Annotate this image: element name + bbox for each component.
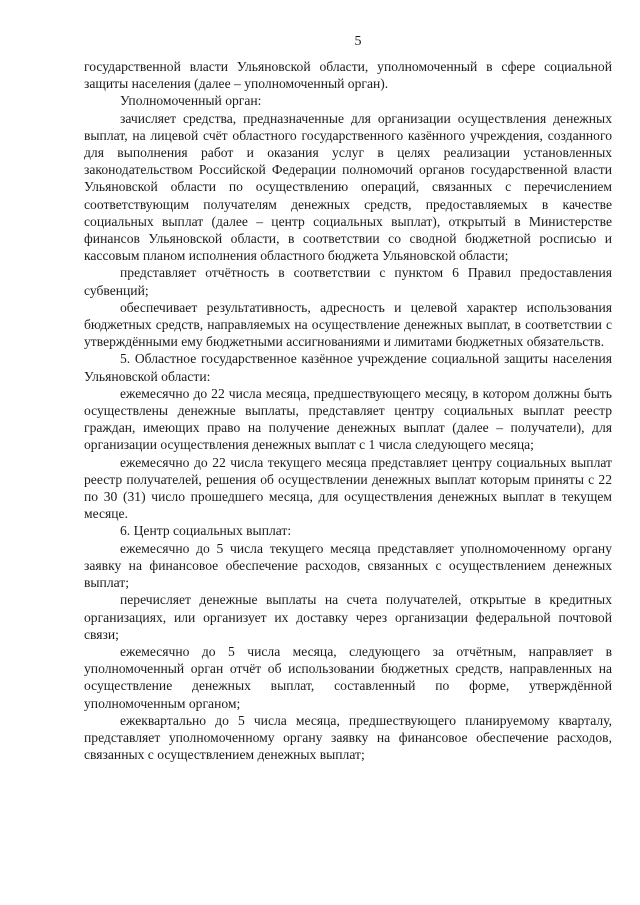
paragraph-transfer-payments: перечисляет денежные выплаты на счета получателей, открытые в кредитных организациях, или организует их доставку через организации федеральной почтовой связи;: [84, 592, 612, 642]
paragraph-authorized-body-heading: Уполномоченный орган:: [120, 93, 262, 109]
paragraph-monthly-report: ежемесячно до 5 числа месяца, следующего за отчётным, направляет в уполномоченный орган отчёт об использовании бюджетных средств, направленных на осуществление денежных выплат, составленный по форме, утверждённой уполномоченным органом;: [84, 643, 612, 711]
paragraph-monthly-request: ежемесячно до 5 числа текущего месяца представляет уполномоченному органу заявку на финансовое обеспечение расходов, связанных с осуществлением денежных выплат;: [84, 540, 612, 591]
paragraph-efficiency: обеспечивает результативность, адресность и целевой характер использования бюджетных средств, направляемых на осуществление денежных выплат, в соответствии с утверждёнными ему бюджетными ассигнованиями и лимитами бюджетных обязательств.: [84, 299, 612, 350]
paragraph-transfers-funds: зачисляет средства, предназначенные для организации осуществления денежных выплат, на лицевой счёт областного государственного казённого учреждения, созданного для выполнения работ и оказания услуг в целях реализации установленных законодательством Российской Федерации полномочий органов государственной власти Ульяновской области по осуществлению операций, связанных с перечислением соответствующим получателям денежных средств, предоставляемых в качестве социальных выплат (далее – центр социальных выплат), открытый в Министерстве финансов Ульяновской области, в соответствии со сводной бюджетной росписью и кассовым планом исполнения областного бюджета Ульяновской области;: [84, 110, 612, 264]
paragraph-quarterly-request: ежеквартально до 5 числа месяца, предшествующего планируемому кварталу, представляет уполномоченному органу заявку на финансовое обеспечение расходов, связанных с осуществлением денежных выплат;: [84, 712, 612, 763]
paragraph-item-6: 6. Центр социальных выплат:: [120, 523, 292, 539]
paragraph-current-month-registry: ежемесячно до 22 числа текущего месяца представляет центру социальных выплат реестр получателей, решения об осуществлении денежных выплат которым приняты с 22 по 30 (31) число прошедшего месяца, для осуществления денежных выплат в текущем месяце.: [84, 454, 612, 522]
paragraph-continuation: государственной власти Ульяновской области, уполномоченный в сфере социальной защиты населения (далее – уполномоченный орган).: [84, 59, 612, 92]
paragraph-monthly-registry: ежемесячно до 22 числа месяца, предшествующего месяцу, в котором должны быть осуществлены денежные выплаты, представляет центру социальных выплат реестр граждан, имеющих право на получение денежных выплат (далее – получатели), для организации осуществления денежных выплат с 1 числа следующего месяца;: [84, 385, 612, 453]
page-number: 5: [354, 34, 362, 49]
paragraph-reporting: представляет отчётность в соответствии с пунктом 6 Правил предоставления субвенций;: [84, 265, 612, 298]
paragraph-item-5: 5. Областное государственное казённое учреждение социальной защиты населения Ульяновской области:: [84, 351, 612, 384]
